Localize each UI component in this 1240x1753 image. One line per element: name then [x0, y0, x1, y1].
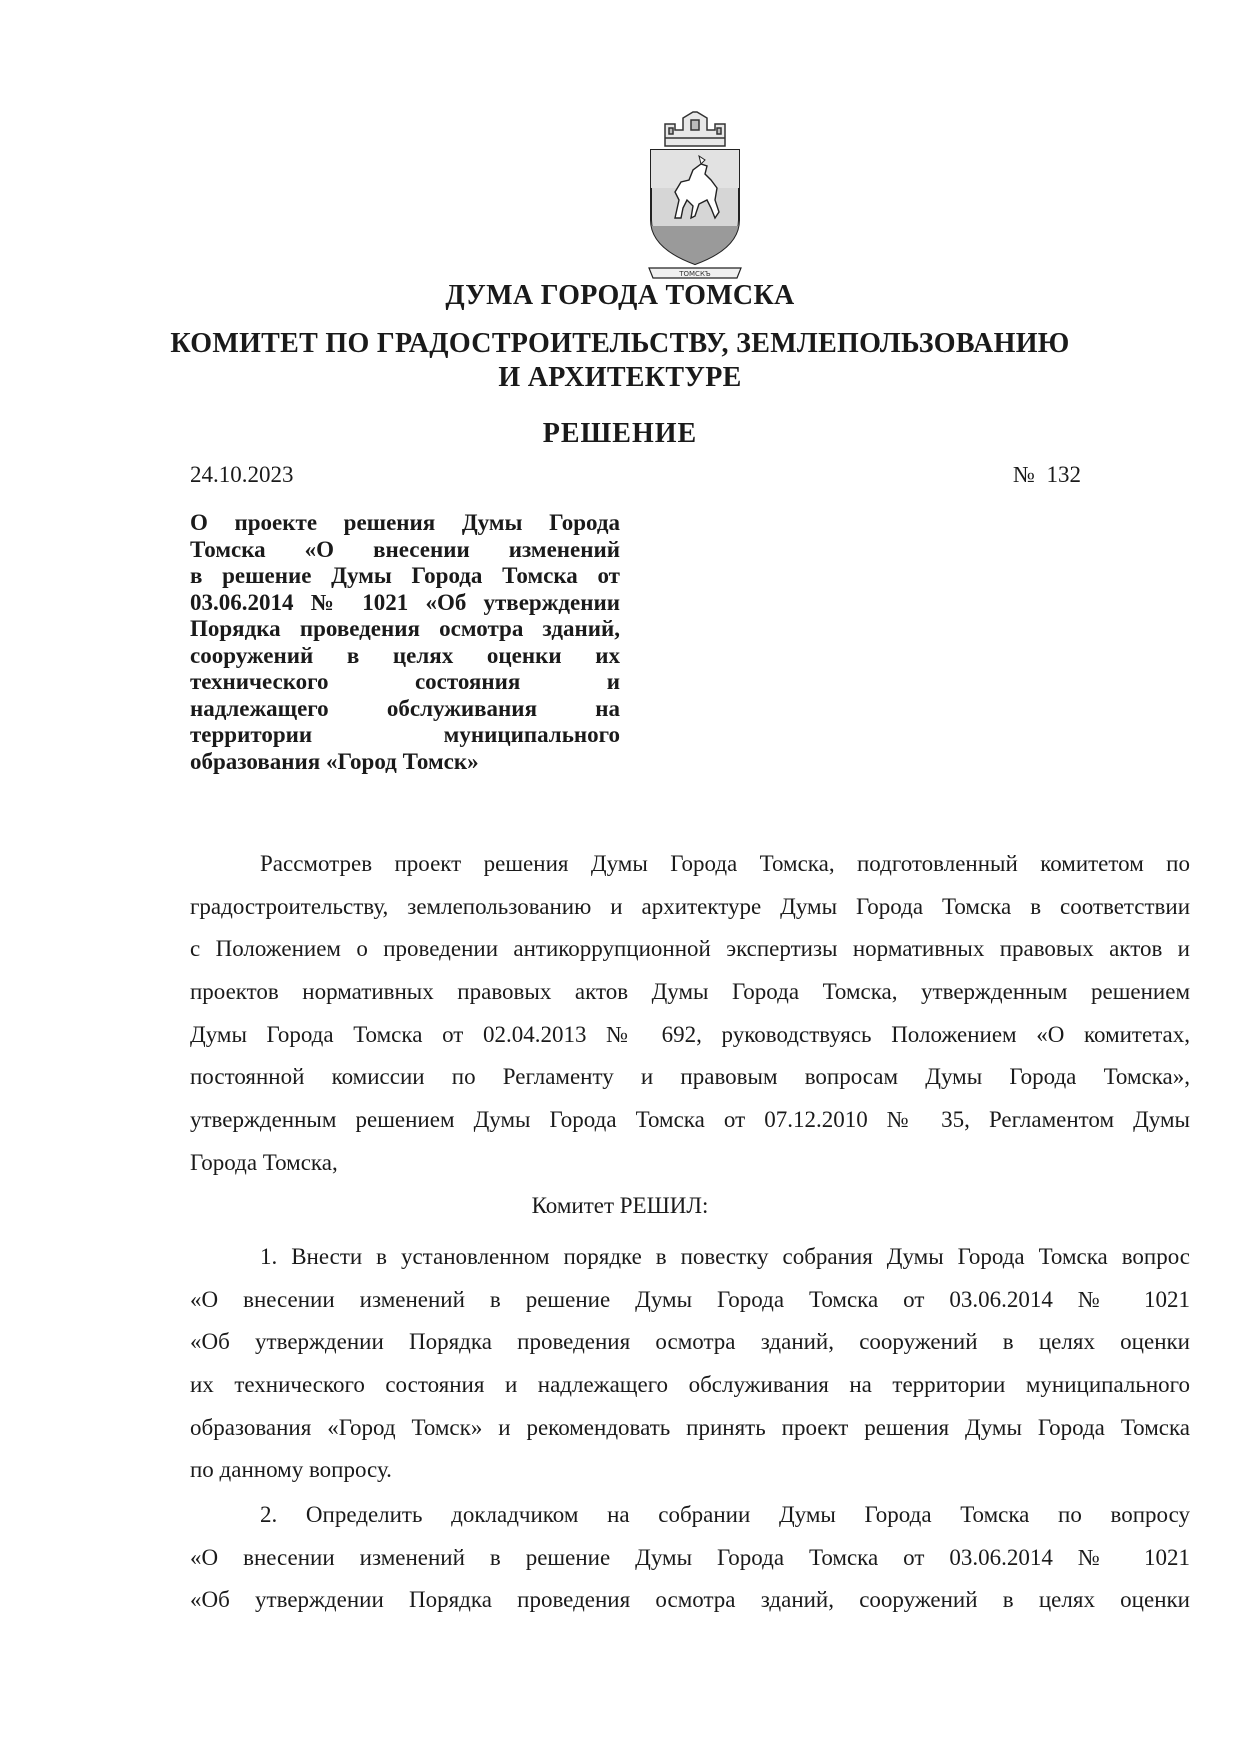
decision-date: 24.10.2023 [190, 462, 294, 487]
decision-subject [190, 510, 620, 775]
subject-line: технического состояния и [190, 669, 620, 694]
document-type: РЕШЕНИЕ [542, 418, 698, 449]
body-line: «О внесении изменений в решение Думы Города Томска от 03.06.2014 № 1021 [190, 1544, 1190, 1570]
body-line: Рассмотрев проект решения Думы Города Томска, подготовленный комитетом по [260, 851, 1190, 876]
body-line: с Положением о проведении антикоррупционной экспертизы нормативных правовых актов и [190, 936, 1190, 962]
body-line: градостроительству, землепользованию и архитектуре Думы Города Томска в соответствии [190, 893, 1190, 919]
subject-line: О проекте решения Думы Города [190, 510, 620, 535]
committee-title-line1: КОМИТЕТ ПО ГРАДОСТРОИТЕЛЬСТВУ, ЗЕМЛЕПОЛЬЗОВАНИЮ [170, 328, 1070, 359]
committee-resolved-heading: Комитет РЕШИЛ: [531, 1193, 709, 1218]
body-line: «Об утверждении Порядка проведения осмотра зданий, сооружений в целях оценки [190, 1587, 1190, 1613]
item-1-paragraph [190, 1236, 1190, 1492]
body-line: Города Томска, [190, 1149, 338, 1175]
subject-line: в решение Думы Города Томска от [190, 563, 620, 588]
duma-title: ДУМА ГОРОДА ТОМСКА [445, 280, 795, 311]
subject-line: надлежащего обслуживания на [190, 695, 620, 721]
body-line: «Об утверждении Порядка проведения осмотра зданий, сооружений в целях оценки [190, 1329, 1190, 1355]
body-line: проектов нормативных правовых актов Думы Города Томска, утвержденным решением [190, 979, 1190, 1005]
committee-title-line2: И АРХИТЕКТУРЕ [498, 362, 742, 393]
committee-title [0, 327, 1240, 395]
body-line: «О внесении изменений в решение Думы Города Томска от 03.06.2014 № 1021 [190, 1286, 1190, 1312]
subject-line: сооружений в целях оценки их [190, 642, 620, 668]
subject-line: Порядка проведения осмотра зданий, [190, 616, 620, 641]
subject-line: 03.06.2014 № 1021 «Об утверждении [190, 589, 620, 615]
body-line: образования «Город Томск» и рекомендовать принять проект решения Думы Города Томска [190, 1414, 1190, 1440]
subject-line: Томска «О внесении изменений [190, 536, 620, 562]
body-line: Думы Города Томска от 02.04.2013 № 692, руководствуясь Положением «О комитетах, [190, 1021, 1190, 1047]
decision-number: № 132 [1013, 462, 1081, 487]
body-line: 2. Определить докладчиком на собрании Думы Города Томска по вопросу [260, 1502, 1190, 1527]
body-line: постоянной комиссии по Регламенту и правовым вопросам Думы Города Томска», [190, 1064, 1190, 1090]
body-line: утвержденным решением Думы Города Томска от 07.12.2010 № 35, Регламентом Думы [190, 1107, 1190, 1133]
item-2-paragraph [190, 1494, 1190, 1622]
body-line: по данному вопросу. [190, 1457, 392, 1483]
subject-line: территории муниципального [190, 722, 620, 747]
subject-line: образования «Город Томск» [190, 748, 479, 774]
tomsk-coat-of-arms-icon [645, 108, 745, 280]
preamble-paragraph [190, 843, 1190, 1185]
body-line: 1. Внести в установленном порядке в повестку собрания Думы Города Томска вопрос [260, 1244, 1190, 1269]
body-line: их технического состояния и надлежащего обслуживания на территории муниципального [190, 1372, 1190, 1398]
emblem-motto: ТОМСКЪ [679, 270, 711, 278]
